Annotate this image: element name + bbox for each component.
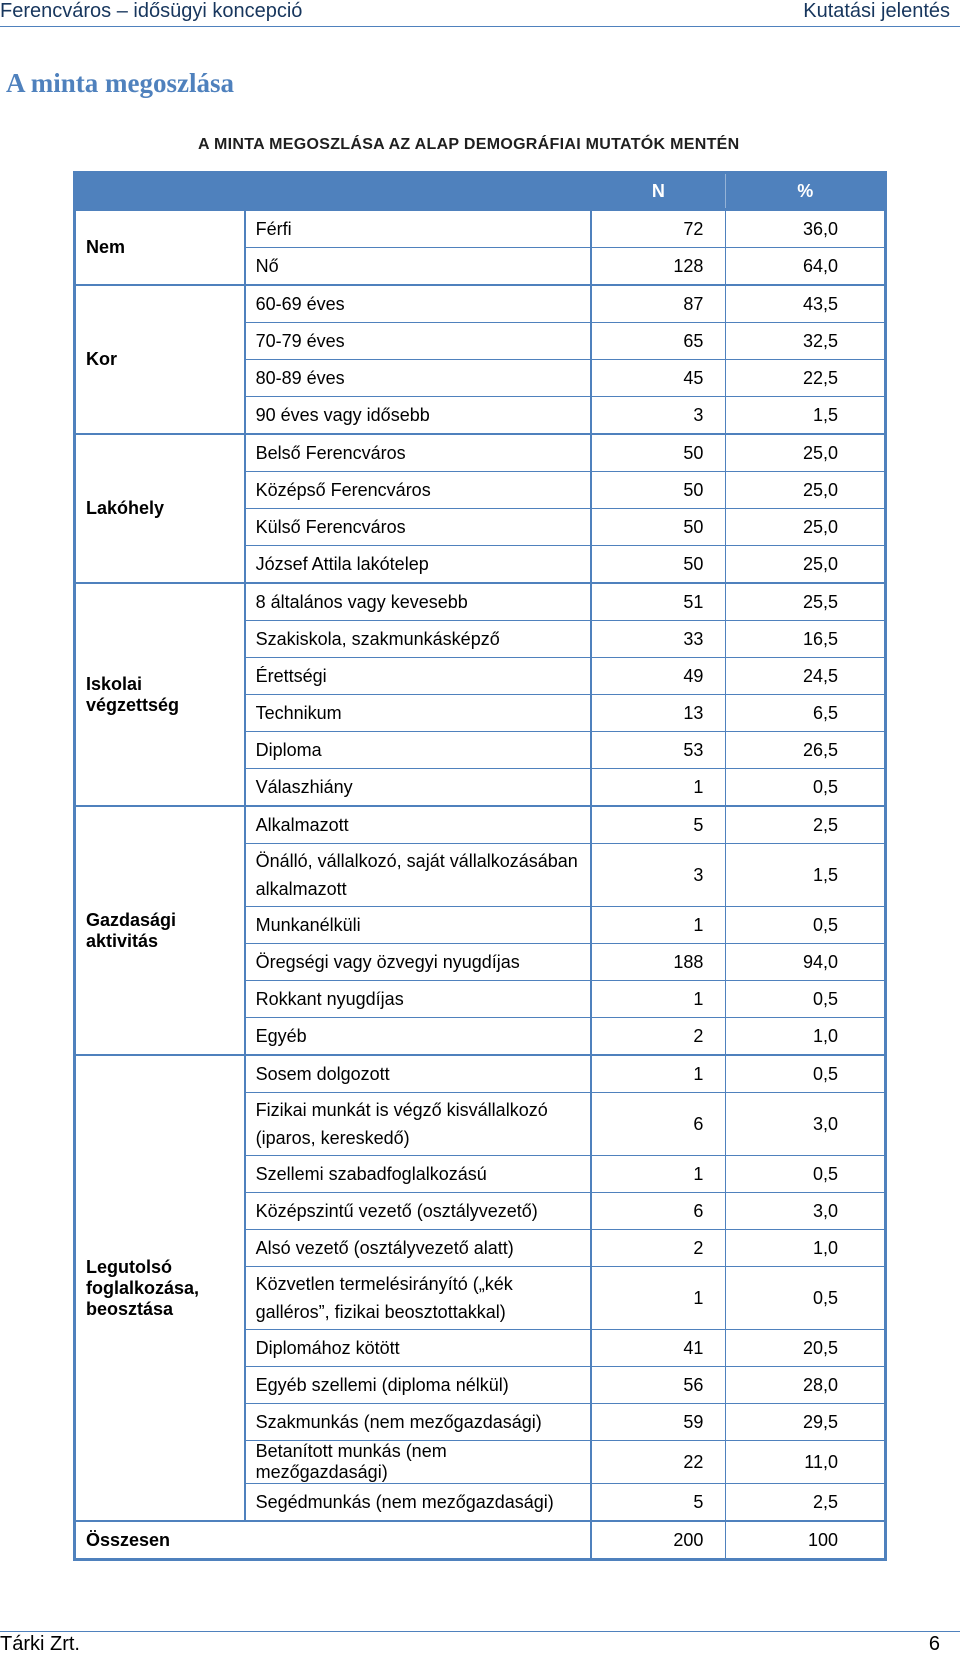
row-pct-value: 6,5 bbox=[726, 695, 886, 732]
row-item-label: 60-69 éves bbox=[245, 285, 592, 323]
row-item-label: Öregségi vagy özvegyi nyugdíjas bbox=[245, 944, 592, 981]
row-pct-value: 24,5 bbox=[726, 658, 886, 695]
row-n-value: 1 bbox=[591, 1055, 725, 1093]
category-label: Lakóhely bbox=[75, 434, 245, 583]
header-blank-cell bbox=[75, 173, 592, 210]
row-pct-value: 64,0 bbox=[726, 248, 886, 286]
table-row bbox=[75, 210, 886, 248]
row-pct-value: 16,5 bbox=[726, 621, 886, 658]
row-pct-value: 0,5 bbox=[726, 769, 886, 807]
row-n-value: 50 bbox=[591, 472, 725, 509]
row-pct-value: 0,5 bbox=[726, 981, 886, 1018]
category-label: Iskolai végzettség bbox=[75, 583, 245, 806]
row-item-label: 70-79 éves bbox=[245, 323, 592, 360]
row-n-value: 2 bbox=[591, 1018, 725, 1056]
category-label: Kor bbox=[75, 285, 245, 434]
row-item-label: Férfi bbox=[245, 210, 592, 248]
row-item-label: Diploma bbox=[245, 732, 592, 769]
row-n-value: 50 bbox=[591, 434, 725, 472]
row-n-value: 59 bbox=[591, 1404, 725, 1441]
row-item-label: Önálló, vállalkozó, saját vállalkozásában alkalmazott bbox=[245, 844, 592, 907]
row-n-value: 33 bbox=[591, 621, 725, 658]
total-row bbox=[75, 1521, 886, 1560]
category-label: Legutolsó foglalkozása, beosztása bbox=[75, 1055, 245, 1521]
row-pct-value: 36,0 bbox=[726, 210, 886, 248]
row-item-label: Szakmunkás (nem mezőgazdasági) bbox=[245, 1404, 592, 1441]
table-row bbox=[75, 434, 886, 472]
row-n-value: 5 bbox=[591, 1484, 725, 1522]
row-pct-value: 1,5 bbox=[726, 844, 886, 907]
row-n-value: 41 bbox=[591, 1330, 725, 1367]
table-row bbox=[75, 806, 886, 844]
table-body bbox=[75, 210, 886, 1560]
header-report-type: Kutatási jelentés bbox=[803, 0, 950, 22]
row-n-value: 1 bbox=[591, 981, 725, 1018]
row-pct-value: 29,5 bbox=[726, 1404, 886, 1441]
row-item-label: Belső Ferencváros bbox=[245, 434, 592, 472]
row-item-label: Közvetlen termelésirányító („kék galléros”, fizikai beosztottakkal) bbox=[245, 1267, 592, 1330]
row-pct-value: 1,0 bbox=[726, 1230, 886, 1267]
row-n-value: 1 bbox=[591, 769, 725, 807]
row-n-value: 1 bbox=[591, 1267, 725, 1330]
row-pct-value: 1,0 bbox=[726, 1018, 886, 1056]
category-label: Nem bbox=[75, 210, 245, 286]
row-n-value: 3 bbox=[591, 844, 725, 907]
row-pct-value: 0,5 bbox=[726, 1156, 886, 1193]
row-item-label: Alkalmazott bbox=[245, 806, 592, 844]
row-item-label: Betanított munkás (nem mezőgazdasági) bbox=[245, 1441, 592, 1484]
row-item-label: Középszintű vezető (osztályvezető) bbox=[245, 1193, 592, 1230]
row-pct-value: 28,0 bbox=[726, 1367, 886, 1404]
page-header bbox=[0, 0, 960, 26]
row-n-value: 3 bbox=[591, 397, 725, 435]
table-row bbox=[75, 583, 886, 621]
row-item-label: József Attila lakótelep bbox=[245, 546, 592, 584]
row-n-value: 22 bbox=[591, 1441, 725, 1484]
row-item-label: Diplomához kötött bbox=[245, 1330, 592, 1367]
row-pct-value: 25,0 bbox=[726, 434, 886, 472]
table-row bbox=[75, 1055, 886, 1093]
row-pct-value: 94,0 bbox=[726, 944, 886, 981]
total-n-value: 200 bbox=[591, 1521, 725, 1560]
row-item-label: 80-89 éves bbox=[245, 360, 592, 397]
demographics-table bbox=[73, 171, 887, 1561]
row-n-value: 53 bbox=[591, 732, 725, 769]
row-item-label: 8 általános vagy kevesebb bbox=[245, 583, 592, 621]
row-item-label: Szakiskola, szakmunkásképző bbox=[245, 621, 592, 658]
row-pct-value: 3,0 bbox=[726, 1093, 886, 1156]
row-n-value: 1 bbox=[591, 907, 725, 944]
row-item-label: Fizikai munkát is végző kisvállalkozó (iparos, kereskedő) bbox=[245, 1093, 592, 1156]
column-header-pct: % bbox=[726, 173, 886, 210]
row-pct-value: 32,5 bbox=[726, 323, 886, 360]
column-header-n: N bbox=[591, 173, 725, 210]
total-pct-value: 100 bbox=[726, 1521, 886, 1560]
row-n-value: 2 bbox=[591, 1230, 725, 1267]
footer-company: Tárki Zrt. bbox=[0, 1633, 80, 1655]
page-number: 6 bbox=[928, 1633, 940, 1655]
table-header-row bbox=[75, 173, 886, 210]
header-divider bbox=[0, 26, 960, 27]
row-n-value: 45 bbox=[591, 360, 725, 397]
row-item-label: Segédmunkás (nem mezőgazdasági) bbox=[245, 1484, 592, 1522]
row-pct-value: 43,5 bbox=[726, 285, 886, 323]
row-pct-value: 0,5 bbox=[726, 1267, 886, 1330]
row-item-label: Technikum bbox=[245, 695, 592, 732]
row-n-value: 65 bbox=[591, 323, 725, 360]
row-item-label: Nő bbox=[245, 248, 592, 286]
section-title: A minta megoszlása bbox=[6, 68, 234, 98]
row-item-label: Érettségi bbox=[245, 658, 592, 695]
row-pct-value: 2,5 bbox=[726, 1484, 886, 1522]
row-n-value: 72 bbox=[591, 210, 725, 248]
row-pct-value: 20,5 bbox=[726, 1330, 886, 1367]
row-pct-value: 22,5 bbox=[726, 360, 886, 397]
row-n-value: 5 bbox=[591, 806, 725, 844]
row-pct-value: 0,5 bbox=[726, 907, 886, 944]
row-item-label: Szellemi szabadfoglalkozású bbox=[245, 1156, 592, 1193]
table-caption: A MINTA MEGOSZLÁSA AZ ALAP DEMOGRÁFIAI MUTATÓK MENTÉN bbox=[198, 136, 740, 153]
row-pct-value: 26,5 bbox=[726, 732, 886, 769]
row-item-label: Középső Ferencváros bbox=[245, 472, 592, 509]
row-pct-value: 0,5 bbox=[726, 1055, 886, 1093]
row-pct-value: 25,0 bbox=[726, 509, 886, 546]
footer-divider bbox=[0, 1631, 960, 1632]
row-pct-value: 3,0 bbox=[726, 1193, 886, 1230]
row-n-value: 188 bbox=[591, 944, 725, 981]
row-n-value: 50 bbox=[591, 509, 725, 546]
row-n-value: 49 bbox=[591, 658, 725, 695]
row-pct-value: 25,5 bbox=[726, 583, 886, 621]
row-n-value: 1 bbox=[591, 1156, 725, 1193]
row-n-value: 56 bbox=[591, 1367, 725, 1404]
row-n-value: 13 bbox=[591, 695, 725, 732]
total-label: Összesen bbox=[75, 1521, 592, 1560]
row-pct-value: 25,0 bbox=[726, 546, 886, 584]
row-n-value: 128 bbox=[591, 248, 725, 286]
row-pct-value: 25,0 bbox=[726, 472, 886, 509]
row-item-label: 90 éves vagy idősebb bbox=[245, 397, 592, 435]
row-item-label: Alsó vezető (osztályvezető alatt) bbox=[245, 1230, 592, 1267]
row-item-label: Egyéb szellemi (diploma nélkül) bbox=[245, 1367, 592, 1404]
row-item-label: Külső Ferencváros bbox=[245, 509, 592, 546]
row-item-label: Egyéb bbox=[245, 1018, 592, 1056]
row-item-label: Válaszhiány bbox=[245, 769, 592, 807]
row-n-value: 6 bbox=[591, 1093, 725, 1156]
row-pct-value: 1,5 bbox=[726, 397, 886, 435]
row-n-value: 51 bbox=[591, 583, 725, 621]
category-label: Gazdasági aktivitás bbox=[75, 806, 245, 1055]
row-n-value: 50 bbox=[591, 546, 725, 584]
row-item-label: Sosem dolgozott bbox=[245, 1055, 592, 1093]
header-document-title: Ferencváros – idősügyi koncepció bbox=[0, 0, 303, 22]
row-n-value: 6 bbox=[591, 1193, 725, 1230]
row-item-label: Munkanélküli bbox=[245, 907, 592, 944]
row-n-value: 87 bbox=[591, 285, 725, 323]
table-row bbox=[75, 285, 886, 323]
row-item-label: Rokkant nyugdíjas bbox=[245, 981, 592, 1018]
row-pct-value: 11,0 bbox=[726, 1441, 886, 1484]
row-pct-value: 2,5 bbox=[726, 806, 886, 844]
